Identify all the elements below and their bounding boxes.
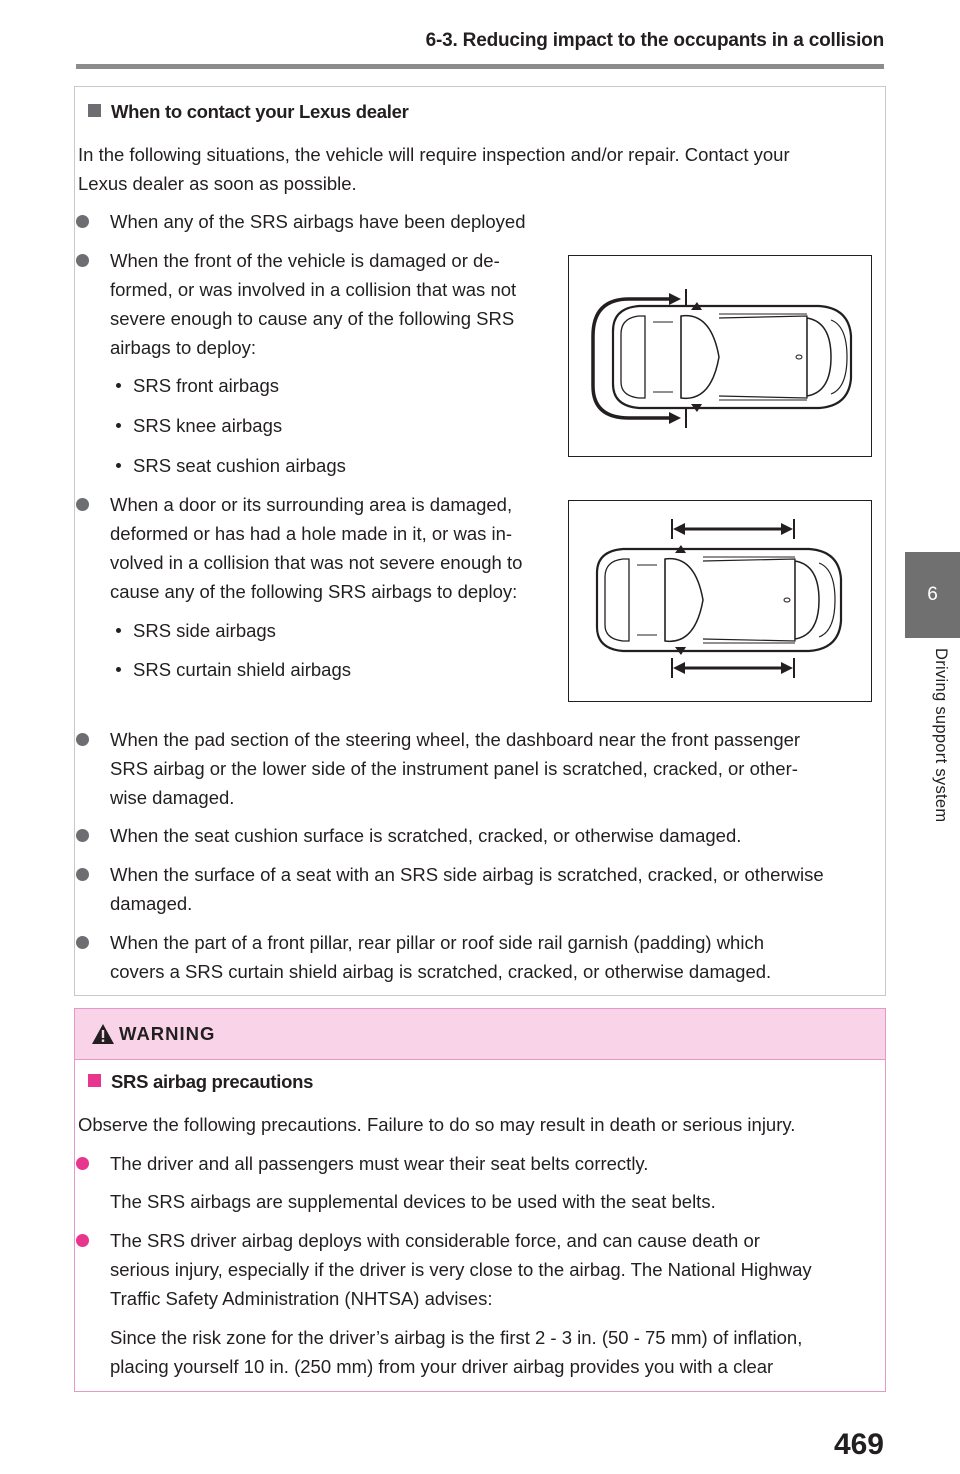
car-side-impact-icon [569, 501, 871, 701]
warning-note-line1: Since the risk zone for the driver’s airbag is the first 2 - 3 in. (50 - 75 mm) of inflation, [110, 1327, 803, 1348]
list-item-text: When the front of the vehicle is damaged or de- [110, 250, 500, 271]
section-title: 6-3. Reducing impact to the occupants in a collision [425, 30, 884, 51]
circle-bullet-icon [76, 829, 89, 842]
circle-bullet-icon [76, 1157, 89, 1170]
sub-list-item-text: SRS seat cushion airbags [133, 455, 346, 476]
circle-bullet-icon [76, 498, 89, 511]
circle-bullet-icon [76, 254, 89, 267]
list-item-text: When a door or its surrounding area is damaged, [110, 494, 513, 515]
car-front-impact-icon [569, 256, 871, 456]
contact-heading [88, 101, 408, 123]
list-item-text: airbags to deploy: [110, 337, 257, 358]
list-item-text: damaged. [110, 893, 193, 914]
circle-bullet-icon [76, 868, 89, 881]
list-item-text: covers a SRS curtain shield airbag is scratched, cracked, or otherwise damaged. [110, 961, 772, 982]
list-item [76, 860, 876, 920]
list-item-text: When the seat cushion surface is scratched, cracked, or otherwise damaged. [110, 825, 742, 846]
warning-heading [88, 1071, 313, 1093]
chapter-tab[interactable] [905, 552, 960, 638]
list-item-text: wise damaged. [110, 787, 235, 808]
list-item-text: When the pad section of the steering wheel, the dashboard near the front passenger [110, 729, 801, 750]
list-item [76, 725, 876, 815]
circle-bullet-icon [76, 733, 89, 746]
list-item-text: The driver and all passengers must wear their seat belts correctly. [110, 1153, 649, 1174]
list-item-text: volved in a collision that was not severe enough to [110, 552, 523, 573]
list-item-text: severe enough to cause any of the following SRS [110, 308, 515, 329]
front-impact-figure [568, 255, 872, 457]
warning-note: The SRS airbags are supplemental devices to be used with the seat belts. [110, 1191, 716, 1212]
list-item-text: SRS airbag or the lower side of the instrument panel is scratched, cracked, or other- [110, 758, 798, 779]
list-item [76, 821, 876, 851]
sub-list-item-text: SRS knee airbags [133, 415, 283, 436]
dot-bullet-icon [116, 463, 121, 468]
sub-list-item-text: SRS curtain shield airbags [133, 659, 351, 680]
list-item-text: Traffic Safety Administration (NHTSA) advises: [110, 1288, 493, 1309]
square-bullet-icon [88, 1074, 101, 1087]
circle-bullet-icon [76, 1234, 89, 1247]
list-item [76, 928, 876, 988]
circle-bullet-icon [76, 215, 89, 228]
sub-list-item-text: SRS front airbags [133, 375, 280, 396]
list-item-text: deformed or has had a hole made in it, or was in- [110, 523, 513, 544]
contact-heading-text: When to contact your Lexus dealer [111, 101, 409, 122]
chapter-label: Driving support system [932, 648, 950, 823]
warning-triangle-icon [91, 1023, 115, 1045]
side-impact-figure [568, 500, 872, 702]
contact-intro-line2: Lexus dealer as soon as possible. [78, 173, 357, 194]
square-bullet-icon [88, 104, 101, 117]
list-item-text: formed, or was involved in a collision that was not [110, 279, 517, 300]
list-item-text: serious injury, especially if the driver is very close to the airbag. The National Highway [110, 1259, 812, 1280]
list-item-text: When the part of a front pillar, rear pillar or roof side rail garnish (padding) which [110, 932, 764, 953]
list-item [76, 490, 566, 610]
warning-list-item [76, 1149, 876, 1179]
sub-list-item-text: SRS side airbags [133, 620, 276, 641]
list-item-text: When the surface of a seat with an SRS side airbag is scratched, cracked, or otherwise [110, 864, 824, 885]
list-item-text: When any of the SRS airbags have been deployed [110, 211, 526, 232]
dot-bullet-icon [116, 628, 121, 633]
warning-note-line2: placing yourself 10 in. (250 mm) from your driver airbag provides you with a clear [110, 1356, 774, 1377]
page-number: 469 [833, 1428, 884, 1461]
header-rule [76, 64, 884, 69]
dot-bullet-icon [116, 667, 121, 672]
warning-title: WARNING [119, 1023, 216, 1044]
warning-intro: Observe the following precautions. Failure to do so may result in death or serious injury. [78, 1114, 796, 1135]
chapter-number: 6 [927, 584, 938, 605]
warning-list-item [76, 1226, 876, 1316]
circle-bullet-icon [76, 936, 89, 949]
warning-heading-text: SRS airbag precautions [111, 1071, 314, 1092]
list-item [76, 246, 566, 366]
dot-bullet-icon [116, 383, 121, 388]
list-item-text: cause any of the following SRS airbags to deploy: [110, 581, 518, 602]
list-item-text: The SRS driver airbag deploys with considerable force, and can cause death or [110, 1230, 760, 1251]
dot-bullet-icon [116, 423, 121, 428]
warning-header [75, 1009, 885, 1060]
contact-intro-line1: In the following situations, the vehicle will require inspection and/or repair. Contact your [78, 144, 790, 165]
